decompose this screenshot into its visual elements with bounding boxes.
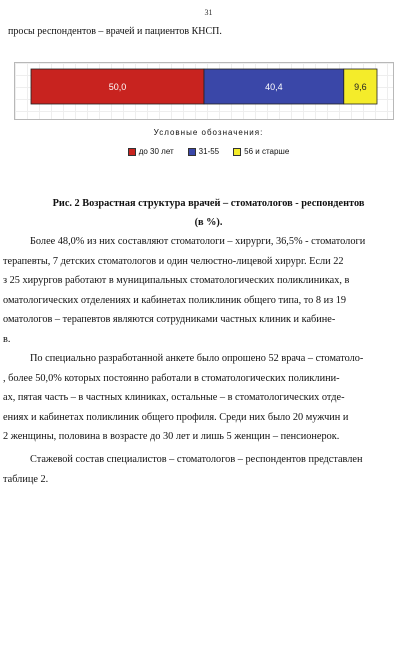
text-line: оматологов – терапевтов являются сотрудниками частных клиник и кабине- bbox=[3, 314, 336, 325]
page-number: 31 bbox=[204, 8, 213, 17]
text-line: ениях и кабинетах поликлиник общего профиля. Среди них было 20 мужчин и bbox=[3, 411, 349, 423]
paragraph-3 bbox=[0, 450, 417, 489]
figure-caption bbox=[0, 194, 417, 232]
intro-text: просы респондентов – врачей и пациентов КНСП. bbox=[8, 26, 222, 37]
legend-label-56-plus: 56 и старше bbox=[244, 147, 290, 156]
text-line: , более 50,0% которых постоянно работали в стоматологических поликлини- bbox=[3, 372, 340, 384]
text-line: По специально разработанной анкете было опрошено 52 врача – стоматоло- bbox=[30, 353, 364, 364]
bar-data-label-0: 50,0 bbox=[108, 82, 127, 92]
text-line: 2 женщины, половина в возрасте до 30 лет и лишь 5 женщин – пенсионерок. bbox=[3, 431, 340, 442]
paragraph-2 bbox=[0, 349, 417, 447]
bar-data-label-1: 40,4 bbox=[265, 82, 283, 92]
legend-swatch-under-30 bbox=[128, 148, 136, 156]
caption-line: Рис. 2 Возрастная структура врачей – стоматологов - респондентов bbox=[52, 198, 365, 209]
paragraph-1 bbox=[0, 232, 417, 349]
stacked-bar-chart bbox=[14, 62, 394, 120]
text-line: Более 48,0% из них составляют стоматологи – хирурги, 36,5% - стоматологи bbox=[30, 236, 366, 247]
caption-line: (в %). bbox=[194, 217, 223, 228]
legend-title: Условные обозначения: bbox=[153, 128, 264, 137]
text-line: Стажевой состав специалистов – стоматологов – респондентов представлен bbox=[30, 454, 363, 465]
legend-item-56-plus bbox=[233, 147, 289, 156]
bar-chart-svg bbox=[15, 63, 393, 119]
legend-label-31-55: 31-55 bbox=[198, 147, 220, 156]
chart-legend bbox=[0, 147, 417, 156]
legend-swatch-31-55 bbox=[188, 148, 196, 156]
text-line: терапевты, 7 детских стоматологов и один челюстно-лицевой хирург. Если 22 bbox=[3, 255, 344, 267]
legend-item-31-55 bbox=[188, 147, 219, 156]
text-line: з 25 хирургов работают в муниципальных стоматологических поликлиниках, в bbox=[3, 275, 350, 286]
text-line: в. bbox=[3, 333, 11, 345]
legend-swatch-56-plus bbox=[233, 148, 241, 156]
bar-data-label-2: 9,6 bbox=[354, 82, 367, 92]
text-line: ах, пятая часть – в частных клиниках, остальные – в стоматологических отде- bbox=[3, 392, 345, 403]
legend-item-under-30 bbox=[128, 147, 174, 156]
text-line: оматологических отделениях и кабинетах поликлиник общего типа, то 8 из 19 bbox=[3, 294, 347, 306]
legend-label-under-30: до 30 лет bbox=[138, 147, 174, 156]
text-line: таблице 2. bbox=[3, 473, 49, 485]
